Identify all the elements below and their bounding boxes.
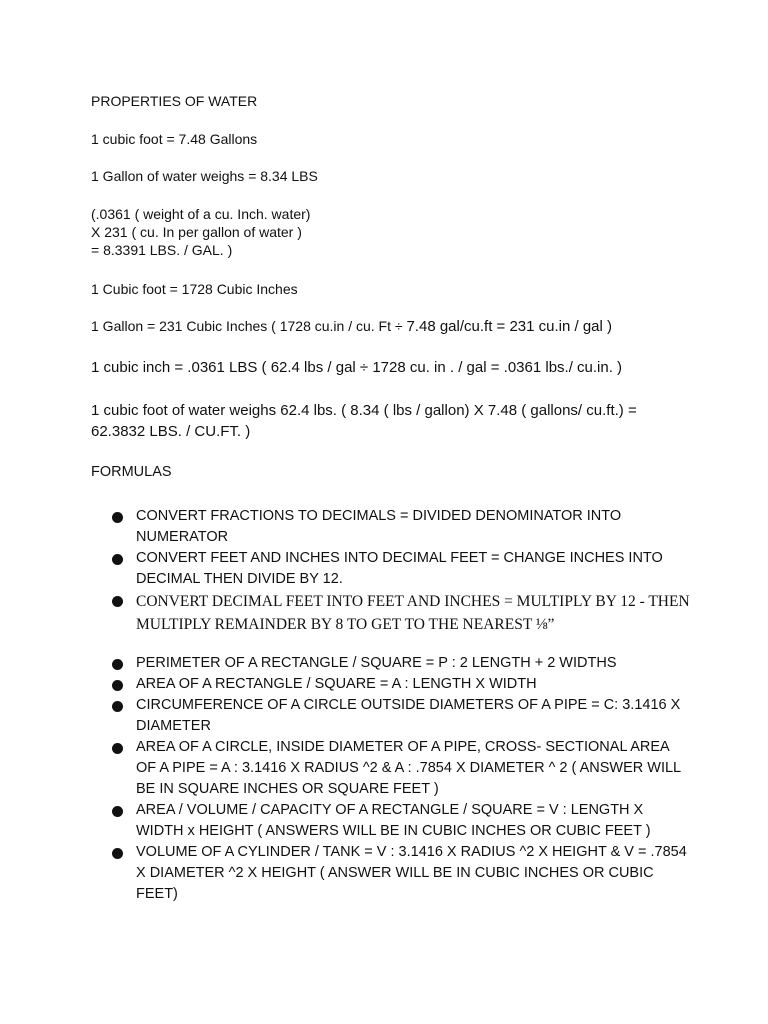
bullet-icon — [112, 596, 123, 607]
calc-line-3: = 8.3391 LBS. / GAL. ) — [91, 242, 233, 258]
fact-cubic-foot-weight-2: 62.3832 LBS. / CU.FT. ) — [91, 423, 251, 440]
fact-gallon-cubic-inches — [91, 317, 612, 336]
list-item — [112, 737, 692, 800]
formulas-heading: FORMULAS — [91, 464, 172, 480]
list-item — [112, 674, 692, 695]
document-title: PROPERTIES OF WATER — [91, 93, 258, 109]
fact-gallon-cubic-inches-part1: 1 Gallon = 231 Cubic Inches ( 1728 cu.in / cu. Ft ÷ — [91, 318, 407, 334]
bullet-icon — [112, 659, 123, 670]
list-item-text: CONVERT FRACTIONS TO DECIMALS = DIVIDED DENOMINATOR INTO NUMERATOR — [136, 508, 622, 545]
fact-cubic-inch-weight: 1 cubic inch = .0361 LBS ( 62.4 lbs / gal ÷ 1728 cu. in . / gal = .0361 lbs./ cu.in. ) — [91, 359, 623, 376]
list-item-text: CONVERT DECIMAL FEET INTO FEET AND INCHES = MULTIPLY BY 12 - THEN MULTIPLY REMAINDER BY 8 TO GET TO THE NEAREST ⅛” — [136, 593, 690, 633]
bullet-icon — [112, 848, 123, 859]
list-item — [112, 590, 692, 636]
calc-line-2: X 231 ( cu. In per gallon of water ) — [91, 224, 302, 240]
list-item — [112, 695, 692, 737]
list-item-text: AREA OF A CIRCLE, INSIDE DIAMETER OF A PIPE, CROSS- SECTIONAL AREA OF A PIPE = A : 3.1416 X RADIUS ^2 & A : .7854 X DIAMETER ^ 2 ( ANSWER WILL BE IN SQUARE INCHES OR SQUARE FEET ) — [136, 739, 681, 797]
bullet-icon — [112, 701, 123, 712]
list-item — [112, 653, 692, 674]
calc-line-1: (.0361 ( weight of a cu. Inch. water) — [91, 206, 311, 222]
bullet-icon — [112, 512, 123, 523]
list-item-text: CIRCUMFERENCE OF A CIRCLE OUTSIDE DIAMETERS OF A PIPE = C: 3.1416 X DIAMETER — [136, 697, 681, 734]
list-item — [112, 506, 692, 548]
list-item-text: VOLUME OF A CYLINDER / TANK = V : 3.1416 X RADIUS ^2 X HEIGHT & V = .7854 X DIAMETER ^2 X HEIGHT ( ANSWER WILL BE IN CUBIC INCHES OR CUBIC FEET) — [136, 844, 687, 902]
list-item-text: AREA / VOLUME / CAPACITY OF A RECTANGLE / SQUARE = V : LENGTH X WIDTH x HEIGHT ( ANSWERS WILL BE IN CUBIC INCHES OR CUBIC FEET ) — [136, 802, 651, 839]
list-item-text: CONVERT FEET AND INCHES INTO DECIMAL FEET = CHANGE INCHES INTO DECIMAL THEN DIVIDE BY 12. — [136, 550, 663, 587]
bullet-icon — [112, 680, 123, 691]
bullet-icon — [112, 554, 123, 565]
formulas-list — [112, 506, 692, 905]
bullet-icon — [112, 743, 123, 754]
list-item — [112, 800, 692, 842]
fact-gallon-weight: 1 Gallon of water weighs = 8.34 LBS — [91, 168, 318, 184]
fact-cubic-foot-weight-1: 1 cubic foot of water weighs 62.4 lbs. ( 8.34 ( lbs / gallon) X 7.48 ( gallons/ cu.ft.) = — [91, 402, 637, 419]
fact-cubic-foot-gallons: 1 cubic foot = 7.48 Gallons — [91, 131, 258, 147]
fact-cubic-foot-inches: 1 Cubic foot = 1728 Cubic Inches — [91, 281, 298, 297]
list-item-text: PERIMETER OF A RECTANGLE / SQUARE = P : 2 LENGTH + 2 WIDTHS — [136, 655, 617, 671]
fact-gallon-cubic-inches-part2: 7.48 gal/cu.ft = 231 cu.in / gal ) — [406, 318, 613, 335]
list-item — [112, 548, 692, 590]
list-item — [112, 842, 692, 905]
bullet-icon — [112, 806, 123, 817]
list-item-text: AREA OF A RECTANGLE / SQUARE = A : LENGTH X WIDTH — [136, 676, 537, 692]
